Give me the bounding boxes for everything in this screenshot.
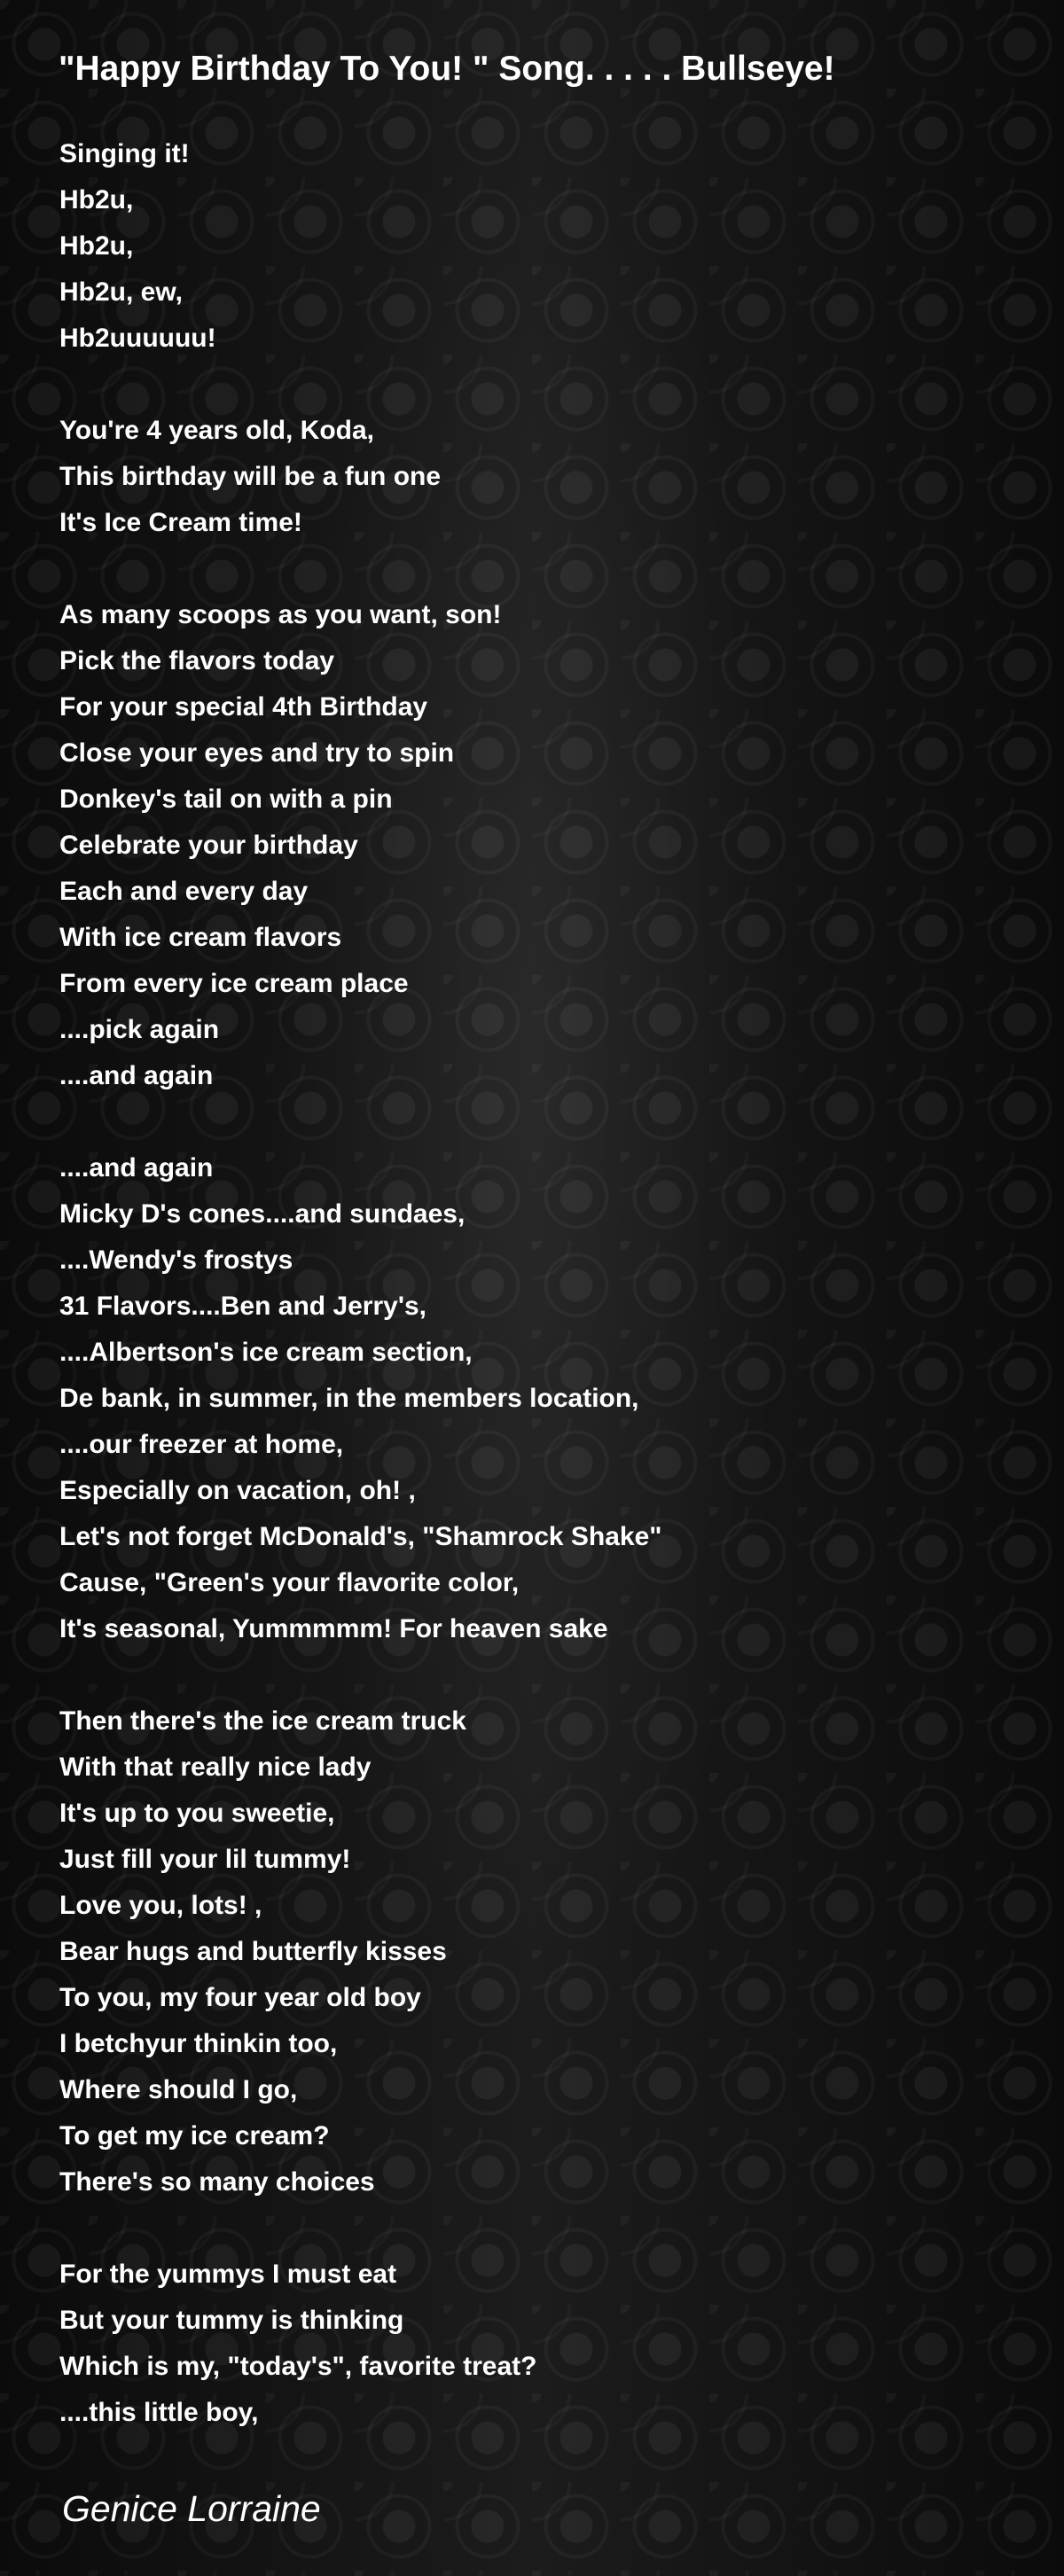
poem-line: It's seasonal, Yummmmm! For heaven sake [59, 1614, 608, 1643]
poem-stanza [59, 408, 1035, 546]
poem-stanza [59, 1145, 1035, 1652]
poem-line: ....pick again [59, 1015, 220, 1044]
poem-line: With ice cream flavors [59, 923, 342, 952]
poem-line: ....our freezer at home, [59, 1430, 344, 1459]
poem-body [59, 131, 1035, 2482]
poem-line: Especially on vacation, oh! , [59, 1476, 416, 1505]
poem-stanza [59, 592, 1035, 1099]
poem-line: Love you, lots! , [59, 1891, 262, 1920]
poem-line: Let's not forget McDonald's, "Shamrock Shake" [59, 1522, 662, 1551]
poem-line: Where should I go, [59, 2075, 298, 2104]
poem-line: Each and every day [59, 877, 309, 906]
poem-line: Just fill your lil tummy! [59, 1845, 351, 1874]
poem-line: Which is my, "today's", favorite treat? [59, 2352, 537, 2381]
poem-stanza [59, 1698, 1035, 2205]
poem-line: There's so many choices [59, 2167, 375, 2197]
poem-title: "Happy Birthday To You! " Song. . . . . Bullseye! [59, 50, 835, 88]
poem-line: For your special 4th Birthday [59, 692, 428, 722]
poem-line: With that really nice lady [59, 1752, 372, 1782]
poem-line: ....and again [59, 1153, 214, 1183]
poem-line: It's Ice Cream time! [59, 508, 302, 537]
poem-line: It's up to you sweetie, [59, 1799, 335, 1828]
poem-line: Hb2u, ew, [59, 277, 183, 307]
poem-line: Close your eyes and try to spin [59, 738, 455, 768]
poem-line: ....Wendy's frostys [59, 1245, 293, 1275]
poem-line: Micky D's cones....and sundaes, [59, 1199, 466, 1229]
poem-line: Bear hugs and butterfly kisses [59, 1937, 447, 1966]
poem-line: From every ice cream place [59, 969, 409, 998]
poem-line: For the yummys I must eat [59, 2260, 397, 2289]
poem-line: Singing it! [59, 139, 190, 168]
poem-author: Genice Lorraine [62, 2488, 321, 2529]
poem-line: Celebrate your birthday [59, 831, 358, 860]
poem-line: Hb2u, [59, 185, 134, 215]
poem-line: Hb2uuuuuu! [59, 324, 216, 353]
poem-line: I betchyur thinkin too, [59, 2029, 338, 2058]
poem-line: Then there's the ice cream truck [59, 1706, 466, 1736]
poem-line: Hb2u, [59, 231, 134, 261]
poem-stanza [59, 2252, 1035, 2436]
poem-line: ....this little boy, [59, 2398, 259, 2427]
poem-stanza [59, 131, 1035, 362]
poem-line: Donkey's tail on with a pin [59, 785, 393, 814]
poem-line: ....Albertson's ice cream section, [59, 1338, 473, 1367]
poem-line: As many scoops as you want, son! [59, 600, 502, 629]
poem-line: You're 4 years old, Koda, [59, 416, 375, 445]
poem-line: But your tummy is thinking [59, 2306, 404, 2335]
poem-line: 31 Flavors....Ben and Jerry's, [59, 1292, 426, 1321]
poem-line: Cause, "Green's your flavorite color, [59, 1568, 520, 1597]
poem-line: To get my ice cream? [59, 2121, 330, 2151]
poem-line: Pick the flavors today [59, 646, 335, 675]
poem-line: To you, my four year old boy [59, 1983, 421, 2012]
poem-line: This birthday will be a fun one [59, 462, 442, 491]
poem-line: ....and again [59, 1061, 214, 1090]
poem-line: De bank, in summer, in the members location, [59, 1384, 639, 1413]
